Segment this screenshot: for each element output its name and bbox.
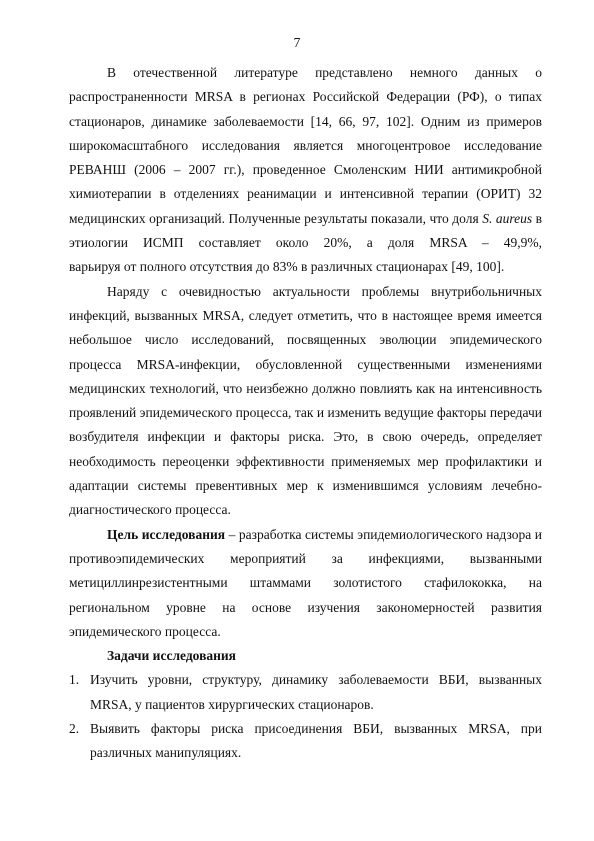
document-body: [69, 61, 542, 766]
list-item-text: Изучить уровни, структуру, динамику заболеваемости ВБИ, вызванных MRSA, у пациентов хирургических стационаров.: [90, 672, 542, 712]
species-name: S. aureus: [482, 210, 533, 226]
paragraph-research-goal: [69, 523, 542, 644]
paragraph-relevance: Наряду с очевидностью актуальности проблемы внутрибольничных инфекций, вызванных MRSA, следует отметить, что в настоящее время имеется небольшое число исследований, посвященных эволюции эпидемического процесса MRSA-инфекции, обусловленной существенными изменениями медицинских технологий, что неизбежно должно повлиять как на интенсивность проявлений эпидемического процесса, так и изменить ведущие факторы передачи возбудителя инфекции и факторы риска. Это, в свою очередь, определяет необходимость переоценки эффективности применяемых мер профилактики и адаптации системы превентивных мер к изменившимся условиям лечебно-диагностического процесса.: [69, 283, 542, 518]
list-item-number: 1.: [69, 672, 80, 688]
paragraph-text: В отечественной литературе представлено немного данных о распространенности MRSA в регионах Российской Федерации (РФ), о типах стационаров, динамике заболеваемости [14, 66, 97, 102]. Одним из примеров широкомасштабного исследования является многоцентровое исследование РЕВАНШ (2006 – 2007 гг.), проведенное Смоленским НИИ антимикробной химиотерапии в отделениях реанимации и интенсивной терапии (ОРИТ) 32 медицинских организаций. Полученные результаты показали, что доля: [69, 65, 542, 226]
list-item-text: Выявить факторы риска присоединения ВБИ, вызванных MRSA, при различных манипуляциях.: [90, 721, 542, 761]
list-item: [69, 717, 542, 766]
list-item: [69, 668, 542, 717]
list-item-number: 2.: [69, 721, 80, 737]
tasks-heading: Задачи исследования: [107, 648, 236, 664]
goal-label: Цель исследования: [107, 526, 226, 542]
paragraph-last-line: варьируя от полного отсутствия до 83% в различных стационарах [49, 100].: [69, 259, 505, 275]
paragraph-text-continued: в этиологии ИСМП составляет около 20%, а доля MRSA – 49,9%,: [69, 210, 543, 251]
paragraph-mrsa-prevalence: [69, 61, 542, 280]
goal-text: – разработка системы эпидемиологического надзора и противоэпидемических мероприятий за инфекциями, вызванными метициллинрезистентными штаммами золотистого стафилококка, на региональном уровне на основе изучения закономерностей развития эпидемического процесса.: [69, 526, 542, 639]
tasks-list: [69, 668, 542, 765]
page-number: 7: [293, 35, 301, 50]
